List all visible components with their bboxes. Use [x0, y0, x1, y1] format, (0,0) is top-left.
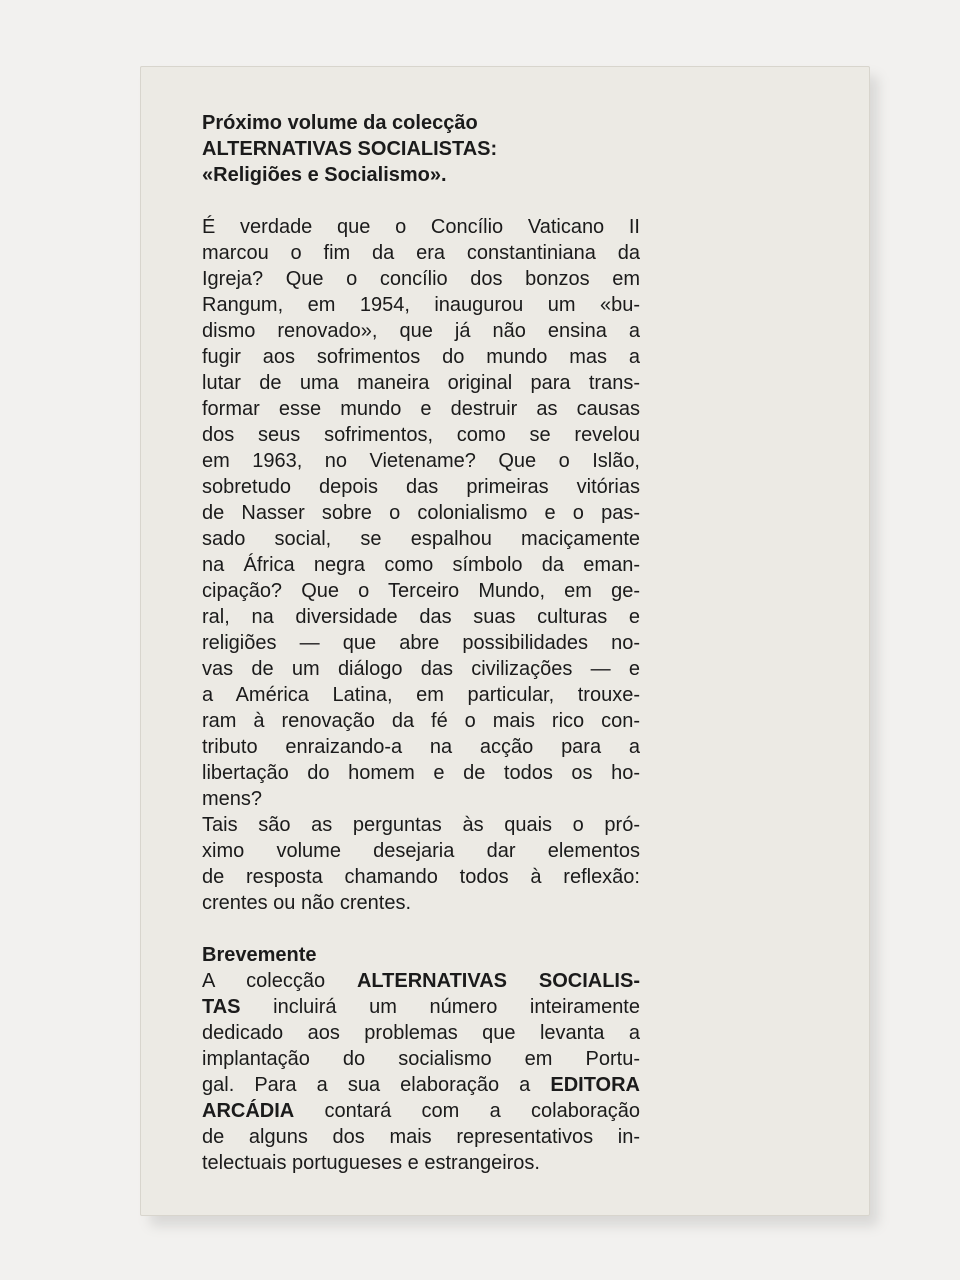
p1-line: ram à renovação da fé o mais rico con- [202, 710, 640, 732]
p1-line: cipação? Que o Terceiro Mundo, em ge- [202, 580, 640, 602]
header-line-2: ALTERNATIVAS SOCIALISTAS: [202, 138, 498, 160]
brev-text: contará com a colaboração [294, 1100, 640, 1122]
p1-line: dos seus sofrimentos, como se revelou [202, 424, 640, 446]
p1-line: na África negra como símbolo da eman- [202, 554, 640, 576]
p1-line: Rangum, em 1954, inaugurou um «bu- [202, 294, 640, 316]
spacer [202, 916, 640, 942]
p2-line: crentes ou não crentes. [202, 892, 412, 914]
p1-line: sobretudo depois das primeiras vitórias [202, 476, 640, 498]
p1-line: mens? [202, 788, 263, 810]
p1-line: formar esse mundo e destruir as causas [202, 398, 640, 420]
brev-line [202, 1098, 640, 1124]
brev-line: implantação do socialismo em Portu- [202, 1048, 640, 1070]
p1-line: a América Latina, em particular, trouxe- [202, 684, 640, 706]
p1-line: tributo enraizando-a na acção para a [202, 736, 640, 758]
brevemente-title: Brevemente [202, 944, 317, 966]
p1-line: vas de um diálogo das civilizações — e [202, 658, 640, 680]
paragraph-1 [202, 214, 640, 812]
brev-text: incluirá um número inteiramente [240, 996, 640, 1018]
p1-line: dismo renovado», que já não ensina a [202, 320, 640, 342]
collection-name-end: TAS [202, 996, 241, 1018]
p1-line: sado social, se espalhou maciçamente [202, 528, 640, 550]
spacer [202, 188, 640, 214]
header-line-3: «Religiões e Socialismo». [202, 164, 447, 186]
brev-line: telectuais portugueses e estrangeiros. [202, 1152, 540, 1174]
p1-line: ral, na diversidade das suas culturas e [202, 606, 640, 628]
brev-text: A colecção [202, 970, 357, 992]
paragraph-2 [202, 812, 640, 916]
p1-line: É verdade que o Concílio Vaticano II [202, 216, 640, 238]
p1-line: religiões — que abre possibilidades no- [202, 632, 640, 654]
brev-line [202, 994, 640, 1020]
p2-line: Tais são as perguntas às quais o pró- [202, 814, 640, 836]
brevemente-section [202, 942, 640, 1176]
collection-name: ALTERNATIVAS SOCIALIS- [356, 970, 640, 992]
p2-line: de resposta chamando todos à reflexão: [202, 866, 640, 888]
p1-line: em 1963, no Vietename? Que o Islão, [202, 450, 640, 472]
brev-line [202, 968, 640, 994]
p1-line: de Nasser sobre o colonialismo e o pas- [202, 502, 640, 524]
brev-line [202, 1072, 640, 1098]
p1-line: libertação do homem e de todos os ho- [202, 762, 640, 784]
p1-line: lutar de uma maneira original para trans- [202, 372, 640, 394]
brev-line: dedicado aos problemas que levanta a [202, 1022, 640, 1044]
back-cover-text [202, 110, 640, 1176]
p1-line: fugir aos sofrimentos do mundo mas a [202, 346, 640, 368]
p2-line: ximo volume desejaria dar elementos [202, 840, 640, 862]
brev-text: gal. Para a sua elaboração a [202, 1074, 551, 1096]
publisher-name-end: ARCÁDIA [202, 1100, 295, 1122]
p1-line: Igreja? Que o concílio dos bonzos em [202, 268, 640, 290]
publisher-name: EDITORA [550, 1074, 640, 1096]
brev-line: de alguns dos mais representativos in- [202, 1126, 640, 1148]
p1-line: marcou o fim da era constantiniana da [202, 242, 640, 264]
header-line-1: Próximo volume da colecção [202, 112, 478, 134]
